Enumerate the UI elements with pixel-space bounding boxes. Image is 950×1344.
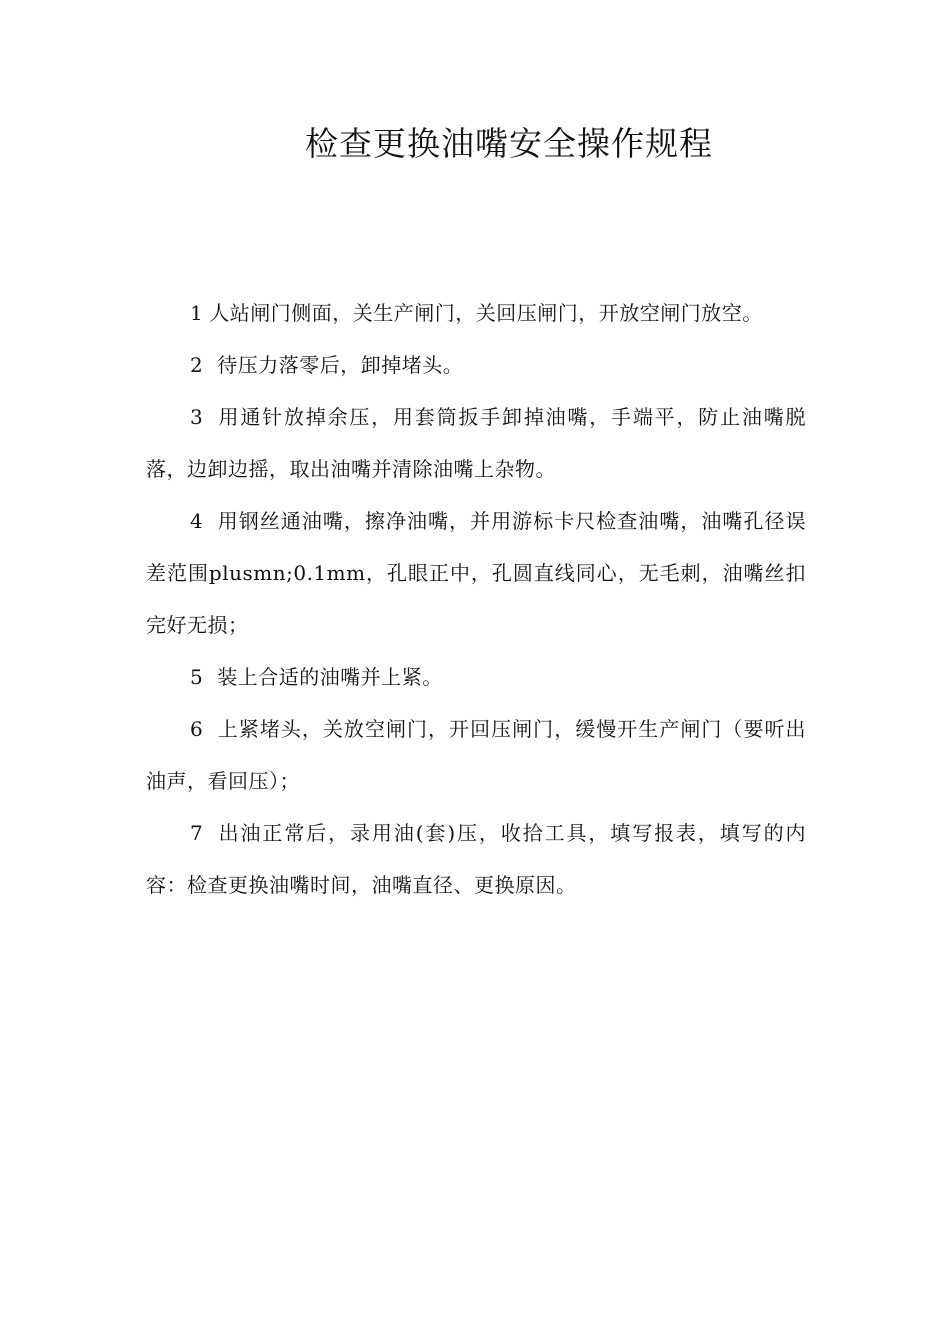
paragraph-text: 出油正常后，录用油(套)压，收拾工具，填写报表，填写的内容：检查更换油嘴时间，油嘴直径、更换原因。 — [146, 821, 806, 897]
paragraph-number: 6 — [190, 717, 204, 741]
paragraph-number: 5 — [190, 665, 204, 689]
document-body — [146, 287, 806, 911]
paragraph-text: 上紧堵头，关放空闸门，开回压闸门，缓慢开生产闸门（要听出油声，看回压）； — [146, 717, 806, 793]
paragraph-3 — [146, 391, 806, 495]
paragraph-1 — [146, 287, 806, 339]
paragraph-6 — [146, 703, 806, 807]
paragraph-number: 2 — [190, 353, 204, 377]
paragraph-4 — [146, 495, 806, 651]
paragraph-number: 7 — [190, 821, 204, 845]
paragraph-5 — [146, 651, 806, 703]
paragraph-text: 装上合适的油嘴并上紧。 — [217, 665, 443, 689]
paragraph-2 — [146, 339, 806, 391]
paragraph-text: 用通针放掉余压，用套筒扳手卸掉油嘴，手端平，防止油嘴脱落，边卸边摇，取出油嘴并清除油嘴上杂物。 — [146, 405, 806, 481]
paragraph-7 — [146, 807, 806, 911]
paragraph-number: 3 — [190, 405, 204, 429]
paragraph-text: 人站闸门侧面，关生产闸门，关回压闸门，开放空闸门放空。 — [209, 301, 763, 325]
paragraph-text: 用钢丝通油嘴，擦净油嘴，并用游标卡尺检查油嘴，油嘴孔径误差范围plusmn;0.1mm，孔眼正中，孔圆直线同心，无毛刺，油嘴丝扣完好无损； — [146, 509, 806, 637]
paragraph-number: 4 — [190, 509, 204, 533]
paragraph-text: 待压力落零后，卸掉堵头。 — [217, 353, 464, 377]
paragraph-number: 1 — [190, 301, 204, 325]
page-title: 检查更换油嘴安全操作规程 — [305, 124, 713, 163]
